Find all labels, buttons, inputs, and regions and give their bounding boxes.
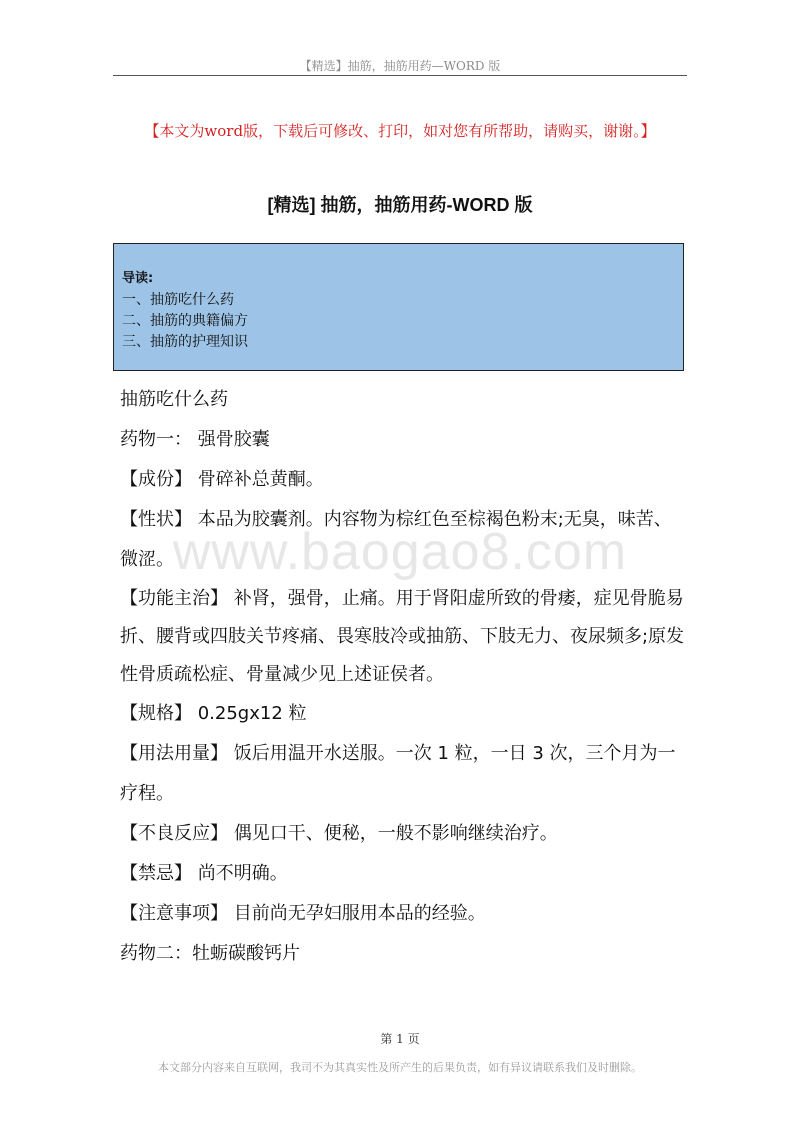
guide-item-3: 三、抽筋的护理知识	[122, 334, 248, 350]
contraindications-paragraph: 【禁忌】 尚不明确。	[120, 863, 288, 884]
guide-item-2: 二、抽筋的典籍偏方	[122, 313, 248, 329]
drug-1-title: 药物一： 强骨胶囊	[120, 429, 270, 450]
indications-paragraph: 【功能主治】 补肾，强骨，止痛。用于肾阳虚所致的骨痿，症见骨脆易折、腰背或四肢关节疼痛、畏寒肢冷或抽筋、下肢无力、夜尿频多;原发性骨质疏松症、骨量减少见上述证侯者。	[120, 588, 685, 685]
page-number: 第 1 页	[380, 1032, 420, 1046]
guide-heading: 导读:	[122, 271, 154, 286]
properties-paragraph: 【性状】 本品为胶囊剂。内容物为棕红色至棕褐色粉末;无臭，味苦、微涩。	[120, 509, 672, 570]
dosage-paragraph: 【用法用量】 饭后用温开水送服。一次 1 粒，一日 3 次，三个月为一疗程。	[120, 743, 676, 804]
document-title: [精选] 抽筋，抽筋用药-WORD 版	[267, 195, 533, 215]
adverse-reactions-paragraph: 【不良反应】 偶见口干、便秘，一般不影响继续治疗。	[120, 823, 558, 844]
purchase-notice: 【本文为word版，下载后可修改、打印，如对您有所帮助，请购买，谢谢。】	[144, 122, 656, 140]
footer-disclaimer: 本文部分内容来自互联网，我司不为其真实性及所产生的后果负责，如有异议请联系我们及时删除。	[158, 1061, 642, 1074]
document-body	[120, 380, 688, 974]
page-header: 【精选】抽筋，抽筋用药—WORD 版	[299, 59, 501, 73]
guide-item-1: 一、抽筋吃什么药	[122, 292, 234, 308]
header-divider	[113, 75, 687, 76]
drug-2-title: 药物二：牡蛎碳酸钙片	[120, 943, 300, 964]
ingredients-paragraph: 【成份】 骨碎补总黄酮。	[120, 469, 324, 490]
guide-box	[113, 243, 684, 371]
section-heading: 抽筋吃什么药	[120, 389, 228, 410]
watermark: www.baogao8.com	[172, 523, 628, 581]
precautions-paragraph: 【注意事项】 目前尚无孕妇服用本品的经验。	[120, 903, 486, 924]
specification-paragraph: 【规格】 0.25gx12 粒	[120, 703, 307, 724]
